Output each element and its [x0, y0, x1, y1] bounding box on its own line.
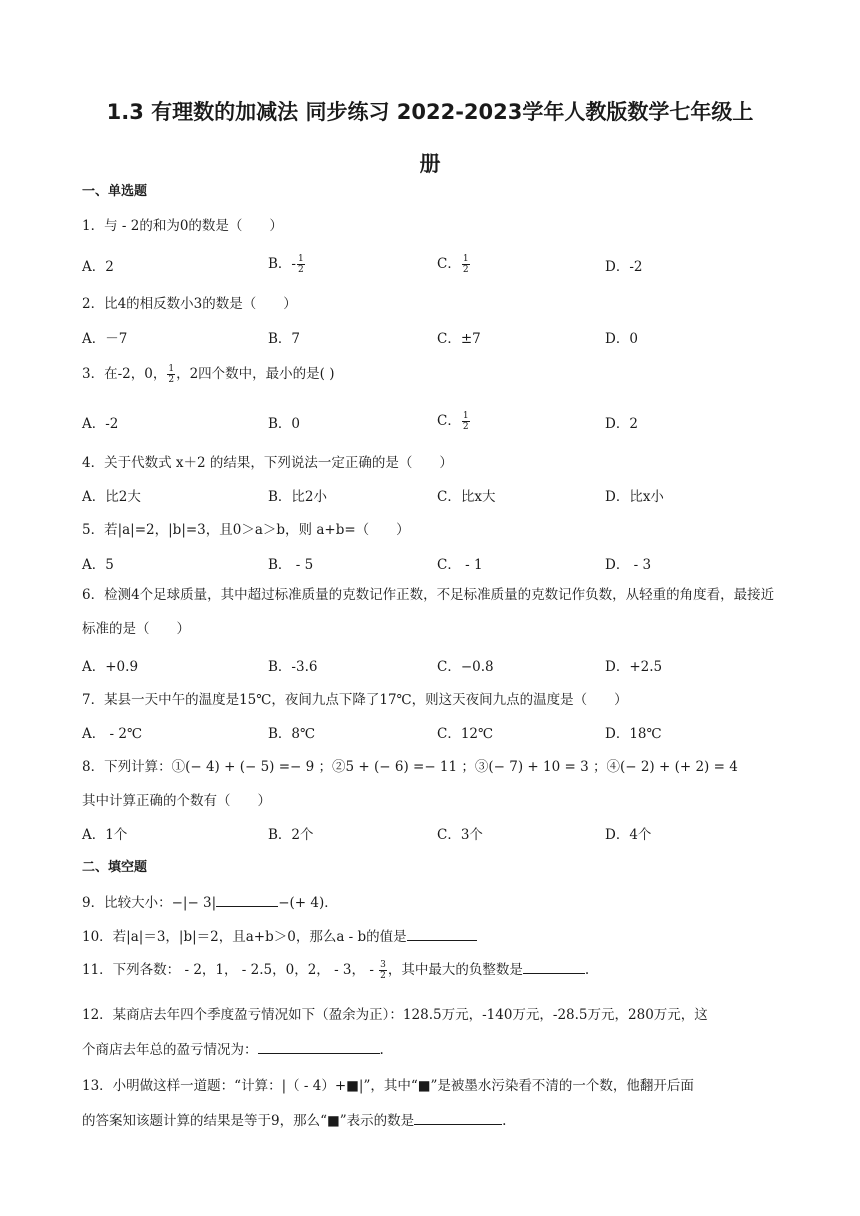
q8-option-d: D．4个	[605, 827, 652, 843]
question-9	[82, 891, 338, 911]
q7-option-a: A． - 2℃	[82, 726, 143, 742]
q4-option-d: D．比x小	[605, 489, 664, 505]
fraction-numerator: 1	[168, 364, 175, 374]
q7-option-d: D．18℃	[605, 726, 662, 742]
question-10	[82, 925, 477, 945]
q3-text-post: ，2四个数中，最小的是( )	[176, 366, 335, 382]
q9-answer-blank[interactable]	[216, 892, 278, 907]
title-line-1: 1.3 有理数的加减法 同步练习 2022-2023学年人教版数学七年级上	[106, 100, 754, 124]
q7-option-b: B．8℃	[268, 726, 316, 742]
q11-text-post: ，其中最大的负整数是	[387, 962, 523, 978]
fraction-numerator: 1	[297, 254, 304, 264]
q3-text-pre: 3．在-2，0，	[82, 366, 167, 382]
q13-text-post: .	[502, 1113, 507, 1129]
q6-option-b: B．-3.6	[268, 659, 318, 675]
q1-option-c	[437, 252, 471, 275]
q12-answer-blank[interactable]	[258, 1039, 380, 1054]
q1-option-b-fraction	[297, 254, 305, 275]
q4-option-c: C．比x大	[437, 489, 496, 505]
q10-text-pre: 10．若|a|＝3，|b|＝2，且a+b＞0，那么a - b的值是	[82, 929, 407, 945]
title-line-2: 册	[419, 152, 441, 176]
q13-answer-blank[interactable]	[414, 1110, 502, 1125]
q6-option-a: A．+0.9	[82, 659, 139, 675]
q1-option-b	[268, 252, 306, 275]
q3-option-c	[437, 409, 471, 432]
q6-option-c: C．−0.8	[437, 659, 494, 675]
section-heading-single-choice: 一、单选题	[82, 184, 148, 199]
fraction-denominator: 2	[462, 265, 469, 275]
q2-option-d: D．0	[605, 331, 638, 347]
question-4: 4．关于代数式 x＋2 的结果，下列说法一定正确的是（ ）	[82, 455, 453, 471]
fraction-denominator: 2	[168, 375, 175, 385]
q9-text-post: −(+ 4)．	[278, 895, 338, 911]
question-12-line-1: 12．某商店去年四个季度盈亏情况如下（盈余为正）：128.5万元，-140万元，-28.5万元，280万元，这	[82, 1007, 708, 1023]
question-12-line-2	[82, 1038, 384, 1058]
question-6: 6．检测4个足球质量，其中超过标准质量的克数记作正数，不足标准质量的克数记作负数，从轻重的角度看，最接近标准的是（ ）	[82, 587, 775, 637]
q1-option-b-prefix: B．-	[268, 256, 296, 272]
question-13-line-2	[82, 1109, 506, 1129]
fraction-numerator: 1	[462, 254, 469, 264]
question-8-line-1: 8．下列计算：①(− 4) + (− 5) =− 9 ；②5 + (− 6) =− 11 ；③(− 7) + 10 = 3 ；④(− 2) + (+ 2) = 4	[82, 759, 738, 775]
q11-text-end: .	[584, 962, 590, 978]
q3-fraction	[167, 364, 175, 385]
q3-option-c-fraction	[462, 411, 470, 432]
fraction-denominator: 2	[380, 971, 386, 981]
q3-option-a: A．-2	[82, 416, 119, 432]
page-title	[60, 86, 800, 190]
question-2: 2．比4的相反数小3的数是（ ）	[82, 296, 297, 312]
q9-text-pre: 9．比较大小：−|− 3|	[82, 895, 217, 911]
q11-fraction	[379, 960, 387, 981]
q2-option-c: C．±7	[437, 331, 481, 347]
q11-text-pre: 11．下列各数： - 2，1， - 2.5，0，2， - 3， -	[82, 962, 379, 978]
q4-option-a: A．比2大	[82, 489, 141, 505]
fraction-denominator: 2	[462, 422, 469, 432]
q1-option-c-prefix: C．	[437, 256, 461, 272]
fraction-numerator: 1	[462, 411, 469, 421]
q7-option-c: C．12℃	[437, 726, 494, 742]
q1-option-c-fraction	[462, 254, 470, 275]
q6-option-d: D．+2.5	[605, 659, 663, 675]
fraction-denominator: 2	[297, 265, 304, 275]
q1-option-d: D．-2	[605, 259, 643, 275]
q12-text-pre: 个商店去年总的盈亏情况为：	[82, 1042, 258, 1058]
q4-option-b: B．比2小	[268, 489, 328, 505]
q2-option-a: A．－7	[82, 331, 128, 347]
q3-option-d: D．2	[605, 416, 638, 432]
q11-answer-blank[interactable]	[523, 959, 585, 974]
question-8-line-2: 其中计算正确的个数有（ ）	[82, 793, 271, 809]
q12-text-post: .	[379, 1042, 384, 1058]
q8-option-c: C．3个	[437, 827, 483, 843]
q2-option-b: B．7	[268, 331, 301, 347]
q3-option-b: B．0	[268, 416, 301, 432]
question-5: 5．若|a|=2，|b|=3，且0＞a＞b，则 a+b=（ ）	[82, 522, 410, 538]
q10-answer-blank[interactable]	[407, 926, 477, 941]
q5-option-a: A．5	[82, 557, 114, 573]
question-13-line-1: 13．小明做这样一道题：“计算：|（ - 4）+■|”，其中“■”是被墨水污染看不清的一个数，他翻开后面	[82, 1078, 694, 1094]
q5-option-c: C． - 1	[437, 557, 483, 573]
q8-option-a: A．1个	[82, 827, 128, 843]
question-1: 1．与 - 2的和为0的数是（ ）	[82, 218, 283, 234]
fraction-numerator: 3	[380, 960, 386, 970]
question-7: 7．某县一天中午的温度是15℃，夜间九点下降了17℃，则这天夜间九点的温度是（ ）	[82, 692, 628, 708]
q5-option-d: D． - 3	[605, 557, 652, 573]
q5-option-b: B． - 5	[268, 557, 314, 573]
section-heading-fill-blank: 二、填空题	[82, 860, 148, 875]
q8-option-b: B．2个	[268, 827, 314, 843]
q3-option-c-prefix: C．	[437, 413, 461, 429]
q13-text-pre: 的答案知该题计算的结果是等于9，那么“■”表示的数是	[82, 1113, 415, 1129]
q1-option-a: A．2	[82, 259, 114, 275]
question-11	[82, 958, 589, 981]
question-3	[82, 362, 335, 385]
